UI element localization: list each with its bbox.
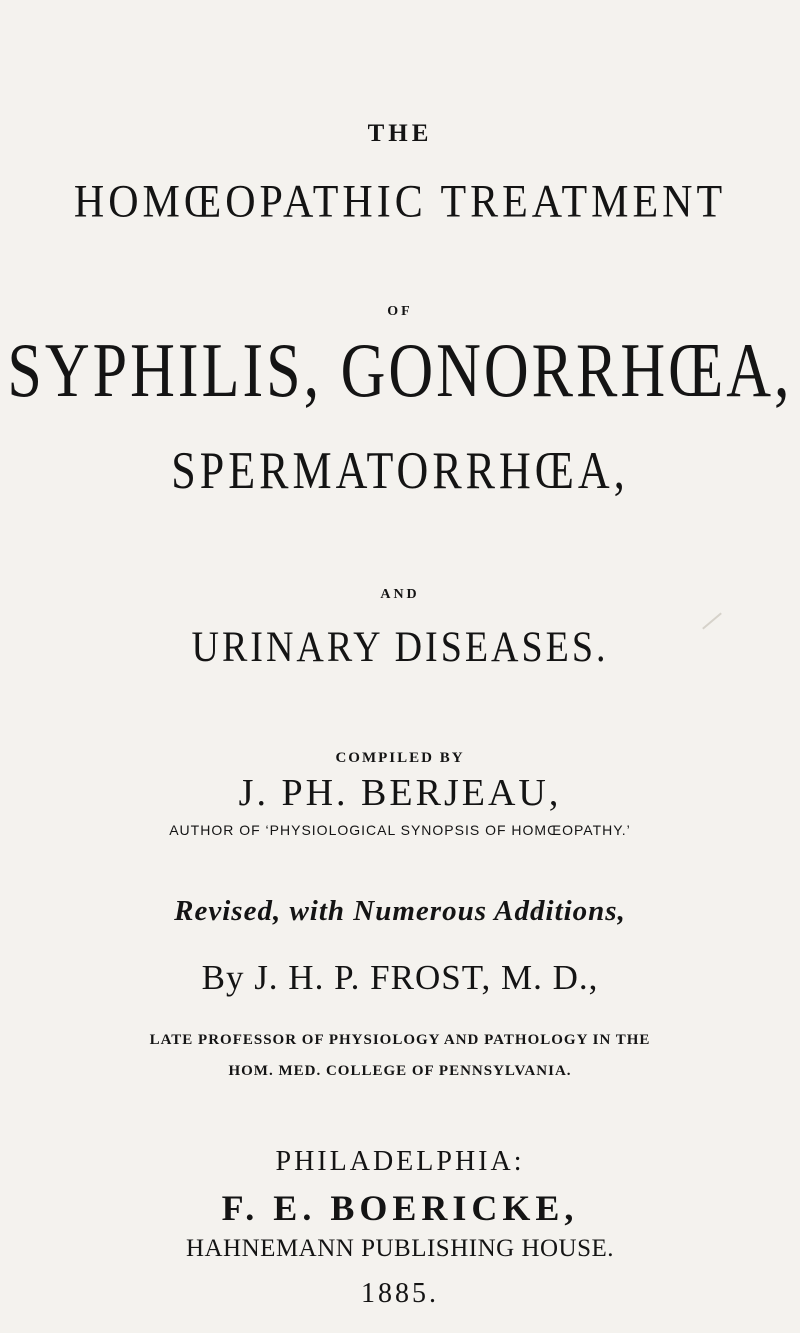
publication-year: 1885. <box>361 1278 439 1309</box>
reviser-title-line-2: HOM. MED. COLLEGE OF PENNSYLVANIA. <box>228 1063 572 1079</box>
title-syphilis-gonorrhoea: SYPHILIS, GONORRHŒA, <box>7 328 793 414</box>
title-urinary-diseases: URINARY DISEASES. <box>191 622 609 672</box>
title-spermatorrhoea: SPERMATORRHŒA, <box>171 441 629 500</box>
imprint-city: PHILADELPHIA: <box>275 1146 525 1177</box>
revised-notice: Revised, with Numerous Additions, <box>174 895 626 927</box>
title-homeopathic-treatment: HOMŒOPATHIC TREATMENT <box>73 176 727 228</box>
author-name: J. PH. BERJEAU, <box>238 772 562 814</box>
compiled-by-label: COMPILED BY <box>335 750 465 766</box>
publishing-house: HAHNEMANN PUBLISHING HOUSE. <box>185 1235 615 1262</box>
title-and: AND <box>380 587 420 602</box>
publisher-name: F. E. BOERICKE, <box>221 1188 579 1228</box>
author-credential: AUTHOR OF ‘PHYSIOLOGICAL SYNOPSIS OF HOMŒOPATHY.’ <box>169 822 631 838</box>
reviser-name: By J. H. P. FROST, M. D., <box>201 958 599 997</box>
reviser-title-line-1: LATE PROFESSOR OF PHYSIOLOGY AND PATHOLOGY IN THE <box>149 1032 651 1048</box>
title-of: OF <box>387 304 413 319</box>
title-the: THE <box>367 120 433 147</box>
